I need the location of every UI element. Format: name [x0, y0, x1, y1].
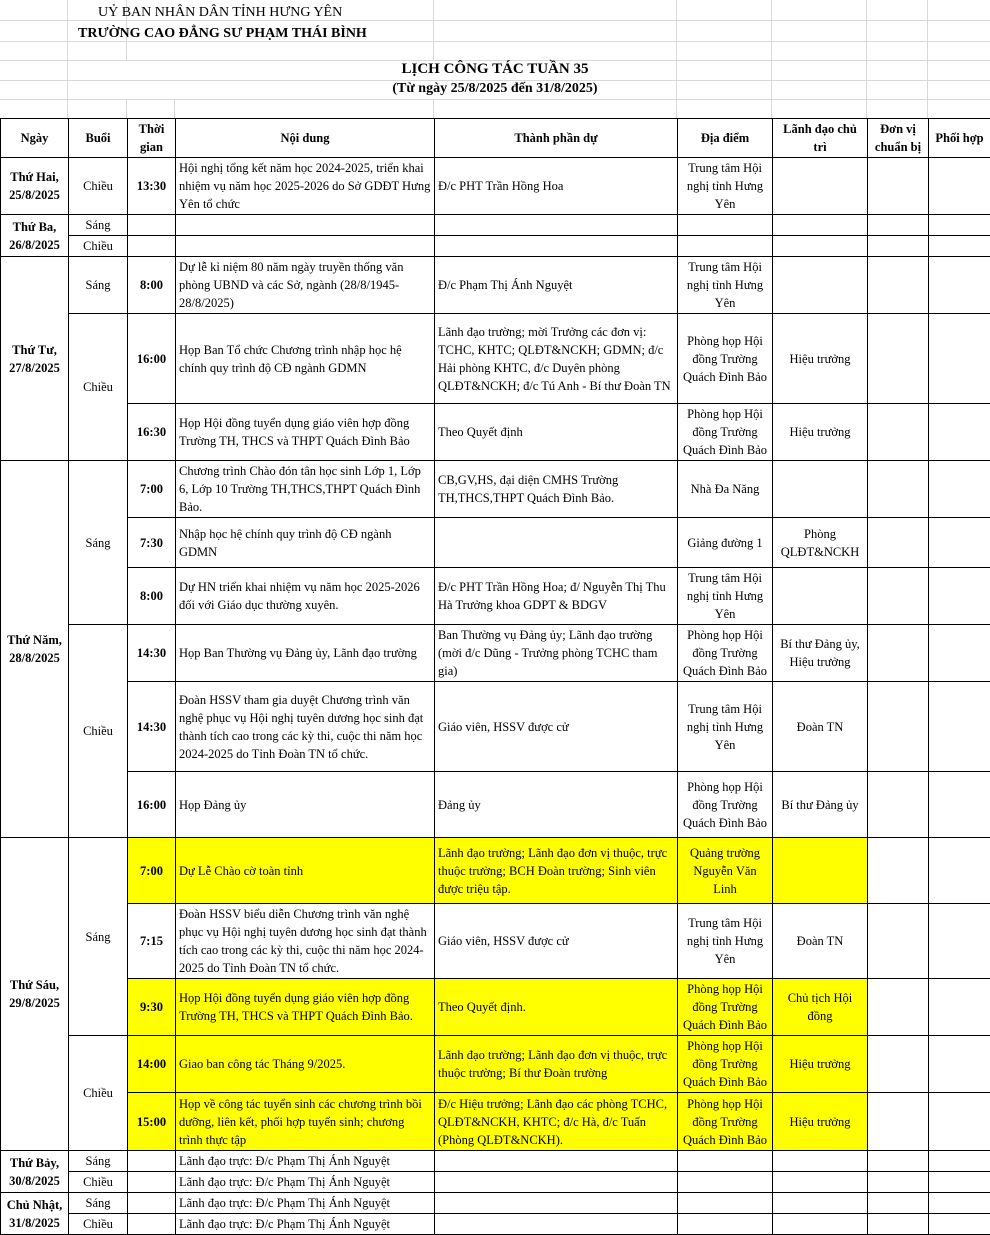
location-cell: Trung tâm Hội nghị tỉnh Hưng Yên — [678, 904, 773, 979]
participants-cell: Lãnh đạo trường; Lãnh đạo đơn vị thuộc, trực thuộc trường; Bí thư Đoàn trường — [435, 1036, 678, 1093]
leader-cell: Hiệu trưởng — [773, 1093, 868, 1151]
participants-cell: Đ/c Hiệu trưởng; Lãnh đạo các phòng TCHC, QLĐT&NCKH, KHTC; đ/c Hà, đ/c Tuấn (Phòng QLĐT&NCKH). — [435, 1093, 678, 1151]
location-cell: Trung tâm Hội nghị tỉnh Hưng Yên — [678, 257, 773, 314]
time-cell: 7:00 — [128, 461, 176, 518]
leader-cell — [773, 158, 868, 215]
coord-cell — [929, 518, 990, 568]
coord-cell — [929, 682, 990, 772]
duty-cell: Lãnh đạo trực: Đ/c Phạm Thị Ánh Nguyệt — [176, 1214, 435, 1235]
prep-cell — [868, 1036, 929, 1093]
leader-cell: Hiệu trưởng — [773, 1036, 868, 1093]
table-row — [1, 682, 990, 772]
col-header-session: Buổi — [69, 119, 128, 158]
day-cell: Thứ Sáu, 29/8/2025 — [1, 838, 69, 1151]
time-cell: 15:00 — [128, 1093, 176, 1151]
table-row — [1, 215, 990, 236]
day-cell: Thứ Năm, 28/8/2025 — [1, 461, 69, 838]
leader-cell — [773, 257, 868, 314]
location-cell: Trung tâm Hội nghị tỉnh Hưng Yên — [678, 158, 773, 215]
location-cell: Phòng họp Hội đồng Trường Quách Đình Bảo — [678, 404, 773, 461]
prep-cell — [868, 838, 929, 904]
session-cell: Chiều — [69, 158, 128, 215]
location-cell: Phòng họp Hội đồng Trường Quách Đình Bảo — [678, 772, 773, 838]
content-cell: Họp về công tác tuyển sinh các chương trình bồi dưỡng, liên kết, phối hợp tuyển sinh; chương trình thực tập — [176, 1093, 435, 1151]
prep-cell — [868, 772, 929, 838]
leader-cell: Bí thư Đảng ủy, Hiệu trưởng — [773, 625, 868, 682]
prep-cell — [868, 625, 929, 682]
location-cell: Phòng họp Hội đồng Trường Quách Đình Bảo — [678, 979, 773, 1036]
schedule-table — [0, 118, 990, 1235]
time-cell: 9:30 — [128, 979, 176, 1036]
content-cell: Họp Hội đồng tuyển dụng giáo viên hợp đồng Trường TH, THCS và THPT Quách Đình Bảo — [176, 404, 435, 461]
school-name: TRƯỜNG CAO ĐẲNG SƯ PHẠM THÁI BÌNH — [78, 26, 367, 42]
time-cell: 7:15 — [128, 904, 176, 979]
prep-cell — [868, 257, 929, 314]
content-cell: Họp Đảng ủy — [176, 772, 435, 838]
table-row — [1, 236, 990, 257]
table-row — [1, 461, 990, 518]
coord-cell — [929, 838, 990, 904]
content-cell: Chương trình Chào đón tân học sinh Lớp 1, Lớp 6, Lớp 10 Trường TH,THCS,THPT Quách Đình Bảo. — [176, 461, 435, 518]
participants-cell: Lãnh đạo trường; Lãnh đạo đơn vị thuộc, trực thuộc trường; BCH Đoàn trường; Sinh viên được triệu tập. — [435, 838, 678, 904]
day-cell: Chủ Nhật, 31/8/2025 — [1, 1193, 69, 1235]
table-row — [1, 772, 990, 838]
participants-cell: Giáo viên, HSSV được cử — [435, 904, 678, 979]
table-row — [1, 1172, 990, 1193]
location-cell: Phòng họp Hội đồng Trường Quách Đình Bảo — [678, 625, 773, 682]
participants-cell: Lãnh đạo trường; mời Trưởng các đơn vị: TCHC, KHTC; QLĐT&NCKH; GDMN; đ/c Hải phòng KHTC, đ/c Duyên phòng QLĐT&NCKH; đ/c Tú Anh - Bí thư Đoàn TN — [435, 314, 678, 404]
table-row — [1, 838, 990, 904]
prep-cell — [868, 404, 929, 461]
leader-cell: Đoàn TN — [773, 904, 868, 979]
org-name: UỶ BAN NHÂN DÂN TỈNH HƯNG YÊN — [98, 5, 342, 21]
content-cell: Họp Ban Thường vụ Đảng ủy, Lãnh đạo trường — [176, 625, 435, 682]
table-row — [1, 1093, 990, 1151]
content-cell: Giao ban công tác Tháng 9/2025. — [176, 1036, 435, 1093]
coord-cell — [929, 1036, 990, 1093]
participants-cell: Theo Quyết định — [435, 404, 678, 461]
content-cell: Dự Lễ Chào cờ toàn tỉnh — [176, 838, 435, 904]
header-row — [1, 119, 990, 158]
participants-cell: CB,GV,HS, đại diện CMHS Trường TH,THCS,THPT Quách Đình Bảo. — [435, 461, 678, 518]
coord-cell — [929, 404, 990, 461]
session-cell: Chiều — [69, 1172, 128, 1193]
session-cell: Chiều — [69, 625, 128, 838]
time-cell: 14:00 — [128, 1036, 176, 1093]
participants-cell — [435, 518, 678, 568]
col-header-leader: Lãnh đạo chủ trì — [773, 119, 868, 158]
session-cell: Sáng — [69, 215, 128, 236]
session-cell: Chiều — [69, 236, 128, 257]
location-cell: Phòng họp Hội đồng Trường Quách Đình Bảo — [678, 314, 773, 404]
table-row — [1, 314, 990, 404]
location-cell: Nhà Đa Năng — [678, 461, 773, 518]
session-cell: Sáng — [69, 838, 128, 1036]
duty-cell: Lãnh đạo trực: Đ/c Phạm Thị Ánh Nguyệt — [176, 1151, 435, 1172]
leader-cell: Chủ tịch Hội đồng — [773, 979, 868, 1036]
session-cell: Chiều — [69, 1214, 128, 1235]
participants-cell: Ban Thường vụ Đảng ủy; Lãnh đạo trường (mời đ/c Dũng - Trưởng phòng TCHC tham gia) — [435, 625, 678, 682]
leader-cell: Phòng QLĐT&NCKH — [773, 518, 868, 568]
time-cell: 13:30 — [128, 158, 176, 215]
day-cell: Thứ Hai, 25/8/2025 — [1, 158, 69, 215]
time-cell: 16:00 — [128, 314, 176, 404]
col-header-time: Thời gian — [128, 119, 176, 158]
leader-cell: Đoàn TN — [773, 682, 868, 772]
table-row — [1, 979, 990, 1036]
prep-cell — [868, 461, 929, 518]
leader-cell: Hiệu trưởng — [773, 404, 868, 461]
session-cell: Sáng — [69, 1193, 128, 1214]
location-cell: Phòng họp Hội đồng Trường Quách Đình Bảo — [678, 1093, 773, 1151]
coord-cell — [929, 979, 990, 1036]
session-cell: Chiều — [69, 314, 128, 461]
prep-cell — [868, 1093, 929, 1151]
time-cell: 16:00 — [128, 772, 176, 838]
session-cell: Sáng — [69, 461, 128, 625]
location-cell: Phòng họp Hội đồng Trường Quách Đình Bảo — [678, 1036, 773, 1093]
participants-cell: Đ/c Phạm Thị Ánh Nguyệt — [435, 257, 678, 314]
table-row — [1, 568, 990, 625]
coord-cell — [929, 568, 990, 625]
content-cell: Hội nghị tổng kết năm học 2024-2025, triển khai nhiệm vụ năm học 2025-2026 do Sở GDĐT Hưng Yên tổ chức — [176, 158, 435, 215]
participants-cell: Đảng ủy — [435, 772, 678, 838]
prep-cell — [868, 158, 929, 215]
coord-cell — [929, 158, 990, 215]
table-row — [1, 158, 990, 215]
content-cell: Họp Hội đồng tuyển dụng giáo viên hợp đồng Trường TH, THCS và THPT Quách Đình Bảo. — [176, 979, 435, 1036]
leader-cell: Hiệu trưởng — [773, 314, 868, 404]
table-row — [1, 518, 990, 568]
participants-cell: Giáo viên, HSSV được cử — [435, 682, 678, 772]
participants-cell: Đ/c PHT Trần Hồng Hoa — [435, 158, 678, 215]
prep-cell — [868, 568, 929, 625]
table-row — [1, 1193, 990, 1214]
table-row — [1, 904, 990, 979]
time-cell: 16:30 — [128, 404, 176, 461]
coord-cell — [929, 257, 990, 314]
prep-cell — [868, 518, 929, 568]
prep-cell — [868, 979, 929, 1036]
table-row — [1, 1151, 990, 1172]
content-cell: Đoàn HSSV tham gia duyệt Chương trình văn nghệ phục vụ Hội nghị tuyên dương học sinh đạt thành tích cao trong các kỳ thi, cuộc thi năm học 2024-2025 do Tỉnh Đoàn TN tổ chức. — [176, 682, 435, 772]
content-cell: Nhập học hệ chính quy trình độ CĐ ngành GDMN — [176, 518, 435, 568]
coord-cell — [929, 314, 990, 404]
participants-cell: Theo Quyết định. — [435, 979, 678, 1036]
col-header-participants: Thành phần dự — [435, 119, 678, 158]
day-cell: Thứ Ba, 26/8/2025 — [1, 215, 69, 257]
time-cell: 7:30 — [128, 518, 176, 568]
coord-cell — [929, 461, 990, 518]
day-cell: Thứ Bảy, 30/8/2025 — [1, 1151, 69, 1193]
session-cell: Sáng — [69, 257, 128, 314]
col-header-prep: Đơn vị chuẩn bị — [868, 119, 929, 158]
col-header-day: Ngày — [1, 119, 69, 158]
col-header-content: Nội dung — [176, 119, 435, 158]
day-cell: Thứ Tư, 27/8/2025 — [1, 257, 69, 461]
participants-cell: Đ/c PHT Trần Hồng Hoa; đ/ Nguyễn Thị Thu Hà Trưởng khoa GDPT & BDGV — [435, 568, 678, 625]
leader-cell — [773, 568, 868, 625]
content-cell: Họp Ban Tổ chức Chương trình nhập học hệ chính quy trình độ CĐ ngành GDMN — [176, 314, 435, 404]
leader-cell: Bí thư Đảng ủy — [773, 772, 868, 838]
prep-cell — [868, 314, 929, 404]
table-row — [1, 1214, 990, 1235]
coord-cell — [929, 1093, 990, 1151]
session-cell: Chiều — [69, 1036, 128, 1151]
table-row — [1, 1036, 990, 1093]
time-cell: 7:00 — [128, 838, 176, 904]
leader-cell — [773, 461, 868, 518]
page-subtitle: (Từ ngày 25/8/2025 đến 31/8/2025) — [0, 81, 990, 97]
time-cell: 14:30 — [128, 625, 176, 682]
coord-cell — [929, 625, 990, 682]
page-title: LỊCH CÔNG TÁC TUẦN 35 — [0, 61, 990, 78]
duty-cell: Lãnh đạo trực: Đ/c Phạm Thị Ánh Nguyệt — [176, 1172, 435, 1193]
location-cell: Quảng trường Nguyễn Văn Linh — [678, 838, 773, 904]
location-cell: Trung tâm Hội nghị tỉnh Hưng Yên — [678, 568, 773, 625]
content-cell: Đoàn HSSV biểu diễn Chương trình văn nghệ phục vụ Hội nghị tuyên dương học sinh đạt thành tích cao trong các kỳ thi, cuộc thi năm học 2024-2025 do Tỉnh Đoàn TN tổ chức. — [176, 904, 435, 979]
location-cell: Trung tâm Hội nghị tỉnh Hưng Yên — [678, 682, 773, 772]
session-cell: Sáng — [69, 1151, 128, 1172]
time-cell: 8:00 — [128, 257, 176, 314]
table-row — [1, 404, 990, 461]
content-cell: Dự lễ kỉ niệm 80 năm ngày truyền thống văn phòng UBND và các Sở, ngành (28/8/1945-28/8/2025) — [176, 257, 435, 314]
col-header-coord: Phối hợp — [929, 119, 990, 158]
table-row — [1, 625, 990, 682]
time-cell: 8:00 — [128, 568, 176, 625]
col-header-location: Địa điểm — [678, 119, 773, 158]
prep-cell — [868, 904, 929, 979]
location-cell: Giảng đường 1 — [678, 518, 773, 568]
content-cell: Dự HN triển khai nhiệm vụ năm học 2025-2026 đối với Giáo dục thường xuyên. — [176, 568, 435, 625]
leader-cell — [773, 838, 868, 904]
time-cell: 14:30 — [128, 682, 176, 772]
coord-cell — [929, 904, 990, 979]
table-row — [1, 257, 990, 314]
coord-cell — [929, 772, 990, 838]
duty-cell: Lãnh đạo trực: Đ/c Phạm Thị Ánh Nguyệt — [176, 1193, 435, 1214]
prep-cell — [868, 682, 929, 772]
